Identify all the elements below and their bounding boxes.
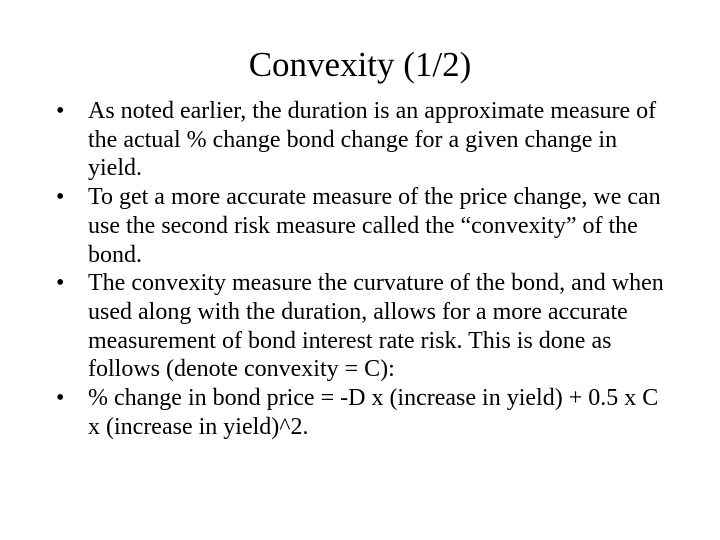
bullet-item [56, 384, 666, 441]
bullet-item [56, 183, 666, 269]
bullet-text: As noted earlier, the duration is an approximate measure of the actual % change bond change for a given change in yield. [88, 98, 657, 182]
bullet-dot-icon: • [56, 184, 65, 211]
bullet-item [56, 97, 666, 183]
bullet-item [56, 269, 666, 384]
bullet-text: The convexity measure the curvature of the bond, and when used along with the duration, allows for a more accurate measurement of bond interest rate risk. This is done as follows (denote convexity = C): [88, 270, 664, 383]
bullet-text: To get a more accurate measure of the price change, we can use the second risk measure called the “convexity” of the bond. [88, 184, 661, 268]
bullet-dot-icon: • [56, 385, 65, 412]
bullet-text: % change in bond price = -D x (increase in yield) + 0.5 x C x (increase in yield)^2. [88, 385, 659, 440]
bullet-list [56, 97, 666, 441]
slide-title: Convexity (1/2) [248, 45, 472, 84]
bullet-dot-icon: • [56, 270, 65, 297]
bullet-dot-icon: • [56, 98, 65, 124]
